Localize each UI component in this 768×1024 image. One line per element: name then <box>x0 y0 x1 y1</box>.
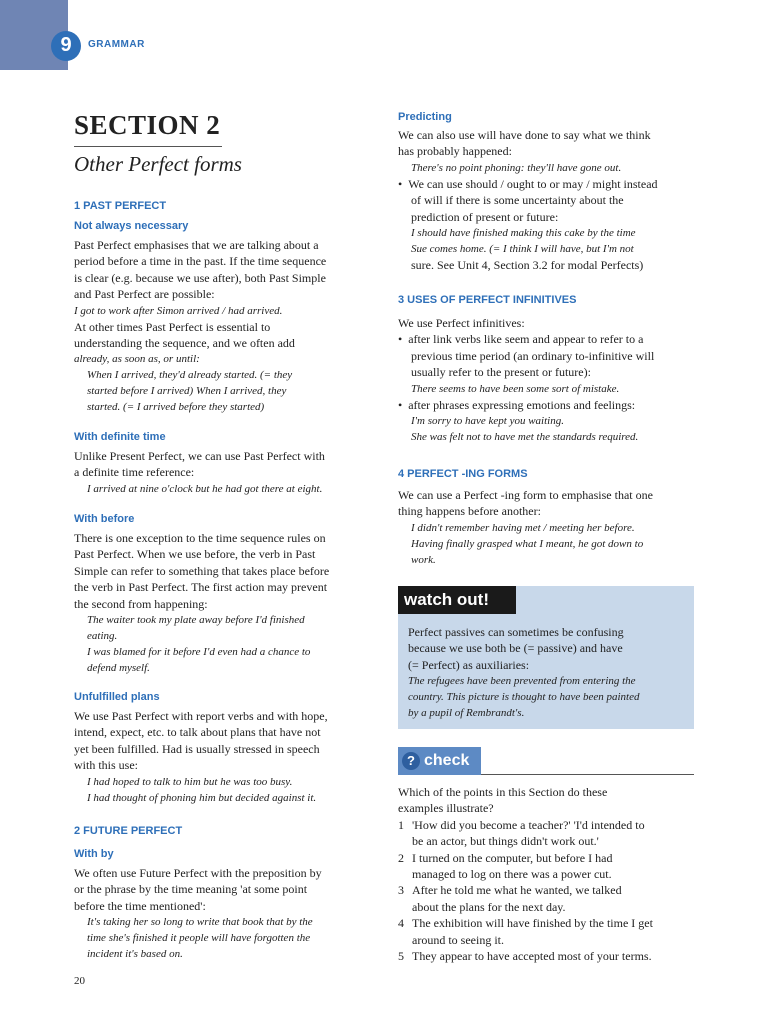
text-line: Past Perfect. When we use before, the verb in Past <box>74 547 316 562</box>
example-line: She was felt not to have met the standards required. <box>411 431 639 444</box>
example-line: I had thought of phoning him but decided against it. <box>87 791 317 804</box>
definite-time-body <box>74 448 364 497</box>
check-rule <box>481 774 694 775</box>
example-line: I should have finished making this cake by the time <box>411 227 636 240</box>
text-line: the second from happening: <box>74 596 208 611</box>
text-line: There is one exception to the time sequence rules on <box>74 531 326 545</box>
text-line: is clear (e.g. because we use after), both Past Simple <box>74 270 326 285</box>
example-line: I'm sorry to have kept you waiting. <box>411 415 564 428</box>
text-line: We often use Future Perfect with the preposition by <box>74 866 322 880</box>
example-line: work. <box>411 553 436 566</box>
question-icon: ? <box>402 752 420 770</box>
infinitives-body <box>398 315 694 445</box>
text-line: Past Perfect emphasises that we are talking about a <box>74 238 319 252</box>
text-line: be an actor, but things didn't work out.' <box>412 834 599 849</box>
text-line: has probably happened: <box>398 144 512 159</box>
check-item <box>398 948 694 964</box>
text-line: managed to log on there was a power cut. <box>412 867 612 882</box>
not-always-body <box>74 237 364 415</box>
example-line: started. (= I arrived before they started) <box>87 401 265 414</box>
example-line: It's taking her so long to write that book that by the <box>87 916 313 929</box>
text-line: with this use: <box>74 758 139 773</box>
heading-perfect-infinitives: 3 USES OF PERFECT INFINITIVES <box>398 294 577 306</box>
text-line: At other times Past Perfect is essential to <box>74 319 271 334</box>
text-line: usually refer to the present or future): <box>411 365 591 380</box>
heading-definite-time: With definite time <box>74 431 166 443</box>
item-number: 3 <box>398 883 404 898</box>
watch-out-label: watch out! <box>398 586 516 614</box>
example-line: incident it's based on. <box>87 948 183 961</box>
example-line: Having finally grasped what I meant, he got down to <box>411 537 644 550</box>
text-line: 'How did you become a teacher?' 'I'd intended to <box>412 817 645 832</box>
check-item <box>398 882 694 915</box>
check-item <box>398 817 694 850</box>
text-line: We can use a Perfect -ing form to emphasise that one <box>398 488 653 502</box>
section-subtitle: Other Perfect forms <box>74 152 242 176</box>
text-line: yet been fulfilled. Had is usually stressed in speech <box>74 741 320 756</box>
text-line: After he told me what he wanted, we talked <box>412 883 622 898</box>
text-line: because we use both be (= passive) and have <box>408 641 623 656</box>
example-line: I had hoped to talk to him but he was too busy. <box>87 775 293 788</box>
item-number: 2 <box>398 850 404 865</box>
heading-unfulfilled: Unfulfilled plans <box>74 691 160 703</box>
check-item <box>398 915 694 948</box>
example-line: defend myself. <box>87 662 150 675</box>
bullet-item: • after link verbs like seem and appear to refer to a <box>398 332 644 347</box>
example-line: I got to work after Simon arrived / had arrived. <box>74 304 283 317</box>
text-line: after link verbs like seem and appear to refer to a <box>408 332 644 347</box>
example-line: The refugees have been prevented from entering the <box>408 675 636 688</box>
text-line: intend, expect, etc. to talk about plans that have not <box>74 725 321 740</box>
unit-badge: 9 <box>51 31 81 61</box>
example-line: I didn't remember having met / meeting her before. <box>411 521 635 534</box>
bullet-item: • after phrases expressing emotions and feelings: <box>398 397 636 412</box>
check-label-text: check <box>424 752 470 769</box>
heading-predicting: Predicting <box>398 111 452 123</box>
heading-with-before: With before <box>74 513 135 525</box>
text-line: prediction of present or future: <box>411 209 559 224</box>
example-line: There's no point phoning: they'll have gone out. <box>411 161 622 174</box>
item-number: 4 <box>398 916 404 931</box>
example-line: eating. <box>87 630 118 643</box>
check-body <box>398 784 694 964</box>
text-line: the verb in Past Perfect. The first action may prevent <box>74 580 328 595</box>
text-line: We can use should / ought to or may / might instead <box>408 176 658 191</box>
text-line: and Past Perfect are possible: <box>74 287 215 302</box>
example-line: I was blamed for it before I'd even had a chance to <box>87 646 311 659</box>
heading-future-perfect: 2 FUTURE PERFECT <box>74 825 183 837</box>
text-line: about the plans for the next day. <box>412 899 566 914</box>
text-line: We use Past Perfect with report verbs and with hope, <box>74 709 328 723</box>
item-number: 5 <box>398 949 404 964</box>
text-line: before the time mentioned': <box>74 898 206 913</box>
text-line: Simple can refer to something that takes place before <box>74 563 330 578</box>
text-line: The exhibition will have finished by the time I get <box>412 916 653 931</box>
predicting-body <box>398 127 694 273</box>
example-line: by a pupil of Rembrandt's. <box>408 707 525 720</box>
bullet-item: • We can use should / ought to or may / might instead <box>398 176 658 191</box>
heading-perfect-ing: 4 PERFECT -ING FORMS <box>398 468 528 480</box>
heading-past-perfect: 1 PAST PERFECT <box>74 200 167 212</box>
heading-with-by: With by <box>74 848 114 860</box>
text-line: They appear to have accepted most of your terms. <box>412 949 652 964</box>
heading-not-always: Not always necessary <box>74 220 189 232</box>
text-line: after phrases expressing emotions and feelings: <box>408 397 636 412</box>
with-by-body <box>74 865 364 962</box>
text-line: understanding the sequence, and we often add <box>74 336 295 351</box>
unfulfilled-body <box>74 708 364 806</box>
text-line: previous time period (an ordinary to-infinitive will <box>411 348 655 363</box>
page-number: 20 <box>74 975 85 987</box>
check-label <box>398 747 481 775</box>
text-line: Which of the points in this Section do these <box>398 785 608 799</box>
example-line: There seems to have been some sort of mistake. <box>411 382 620 395</box>
text-line: around to seeing it. <box>412 932 504 947</box>
check-item <box>398 850 694 883</box>
text-line: We use Perfect infinitives: <box>398 316 525 330</box>
text-line: Unlike Present Perfect, we can use Past Perfect with <box>74 449 325 463</box>
item-number: 1 <box>398 817 404 832</box>
example-line: country. This picture is thought to have been painted <box>408 691 640 704</box>
text-line: I turned on the computer, but before I had <box>412 850 613 865</box>
text-line: of will if there is some uncertainty about the <box>411 193 624 208</box>
text-line: sure. See Unit 4, Section 3.2 for modal Perfects) <box>411 258 644 273</box>
example-line: The waiter took my plate away before I'd finished <box>87 614 305 627</box>
text-line: period before a time in the past. If the time sequence <box>74 254 327 269</box>
title-rule <box>74 146 222 147</box>
example-line: I arrived at nine o'clock but he had got there at eight. <box>87 482 323 495</box>
example-line: time she's finished it people will have forgotten the <box>87 932 311 945</box>
text-line: examples illustrate? <box>398 801 494 816</box>
with-before-body <box>74 530 364 676</box>
text-line: We can also use will have done to say what we think <box>398 128 651 142</box>
example-line: already, as soon as, or until: <box>74 353 200 366</box>
example-line: started before I arrived) When I arrived, they <box>87 385 287 398</box>
ing-forms-body <box>398 487 694 568</box>
text-line: or the phrase by the time meaning 'at some point <box>74 882 308 897</box>
text-line: (= Perfect) as auxiliaries: <box>408 657 530 672</box>
running-header: GRAMMAR <box>88 39 145 50</box>
text-line: thing happens before another: <box>398 504 541 519</box>
text-line: Perfect passives can sometimes be confusing <box>408 625 624 639</box>
example-line: Sue comes home. (= I think I will have, but I'm not <box>411 243 634 256</box>
section-title: SECTION 2 <box>74 110 221 140</box>
watch-out-body <box>408 624 688 721</box>
example-line: When I arrived, they'd already started. (= they <box>87 369 293 382</box>
text-line: a definite time reference: <box>74 465 195 480</box>
